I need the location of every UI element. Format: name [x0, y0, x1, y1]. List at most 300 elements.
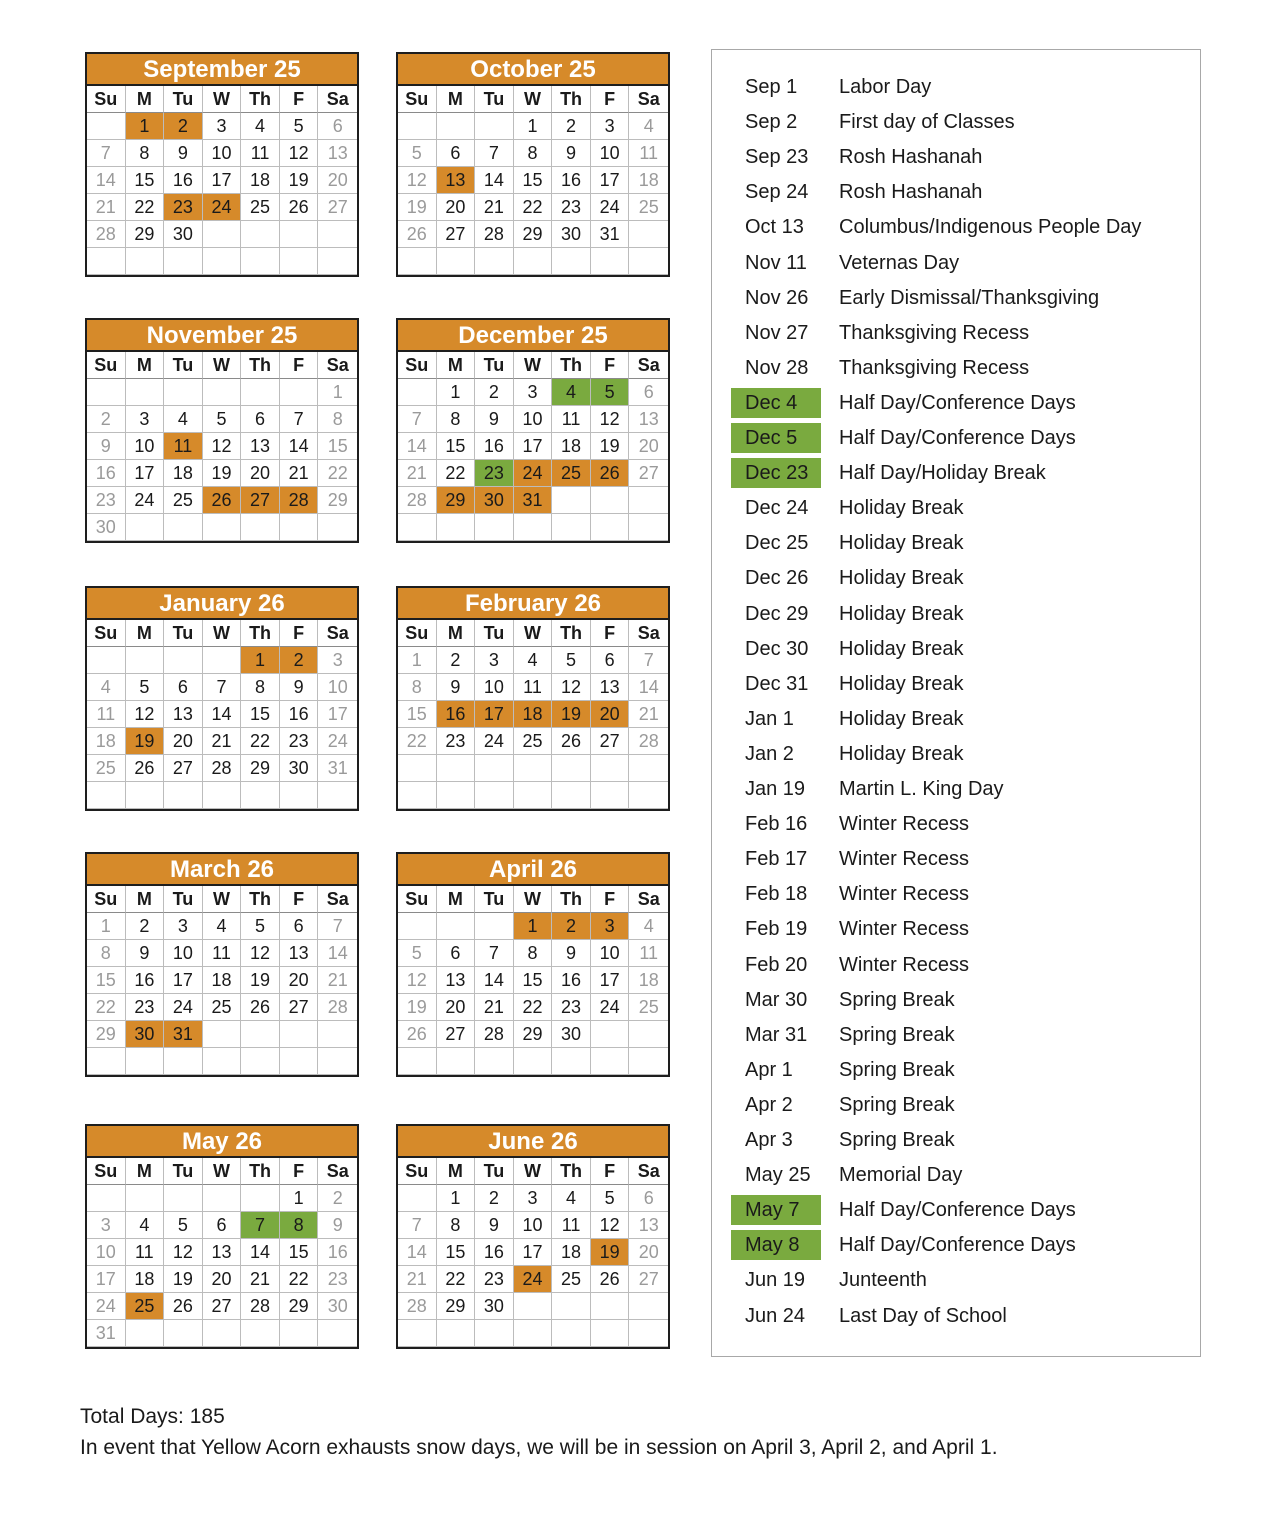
event-name: Spring Break [839, 1093, 955, 1116]
day-cell: 19 [398, 194, 437, 221]
day-cell: 18 [629, 967, 668, 994]
day-cell: 19 [280, 167, 319, 194]
day-cell: 9 [280, 674, 319, 701]
day-cell: 8 [126, 140, 165, 167]
weekday-header: W [203, 620, 242, 647]
day-cell: 24 [591, 994, 630, 1021]
weekday-header: F [591, 620, 630, 647]
day-cell: 4 [126, 1212, 165, 1239]
day-cell: 31 [591, 221, 630, 248]
day-cell: 1 [514, 113, 553, 140]
event-name: Thanksgiving Recess [839, 321, 1030, 344]
day-cell: 14 [398, 433, 437, 460]
day-cell: 12 [591, 406, 630, 433]
month-title: March 26 [87, 854, 357, 886]
empty-day-cell [87, 379, 126, 406]
empty-day-cell [591, 514, 630, 541]
empty-day-cell [126, 248, 165, 275]
day-cell: 27 [318, 194, 357, 221]
empty-day-cell [164, 248, 203, 275]
event-date: Dec 31 [745, 672, 809, 695]
day-cell: 10 [203, 140, 242, 167]
day-cell: 24 [87, 1293, 126, 1320]
weekday-header: Tu [164, 86, 203, 113]
day-cell: 25 [514, 728, 553, 755]
day-cell: 6 [280, 913, 319, 940]
weekday-header: Su [398, 1158, 437, 1185]
weekday-header: Th [552, 86, 591, 113]
empty-day-cell [398, 248, 437, 275]
event-date: Dec 30 [745, 637, 809, 660]
day-cell: 9 [87, 433, 126, 460]
day-cell: 29 [437, 1293, 476, 1320]
day-cell: 13 [203, 1239, 242, 1266]
day-cell: 22 [126, 194, 165, 221]
day-cell: 10 [164, 940, 203, 967]
event-date: Dec 26 [745, 567, 809, 590]
day-cell: 3 [591, 913, 630, 940]
day-cell: 14 [87, 167, 126, 194]
day-cell: 19 [398, 994, 437, 1021]
day-cell: 17 [87, 1266, 126, 1293]
day-cell: 3 [126, 406, 165, 433]
day-cell: 14 [475, 167, 514, 194]
day-cell: 25 [126, 1293, 165, 1320]
day-cell: 4 [552, 1185, 591, 1212]
empty-day-cell [318, 514, 357, 541]
event-name: Last Day of School [839, 1304, 1007, 1327]
day-cell: 26 [203, 487, 242, 514]
weekday-header: Th [241, 886, 280, 913]
month-grid [398, 620, 668, 809]
empty-day-cell [552, 248, 591, 275]
day-cell: 1 [318, 379, 357, 406]
empty-day-cell [318, 782, 357, 809]
event-name: Labor Day [839, 76, 932, 98]
day-cell: 20 [241, 460, 280, 487]
weekday-header: W [514, 620, 553, 647]
empty-day-cell [87, 782, 126, 809]
day-cell: 20 [629, 433, 668, 460]
day-cell: 19 [591, 433, 630, 460]
empty-day-cell [241, 782, 280, 809]
day-cell: 25 [629, 994, 668, 1021]
day-cell: 2 [475, 1185, 514, 1212]
empty-day-cell [437, 782, 476, 809]
weekday-header: M [126, 886, 165, 913]
day-cell: 12 [280, 140, 319, 167]
weekday-header: Th [241, 620, 280, 647]
empty-day-cell [398, 113, 437, 140]
event-name: Winter Recess [839, 848, 970, 871]
weekday-header: W [203, 1158, 242, 1185]
day-cell: 8 [87, 940, 126, 967]
empty-day-cell [87, 248, 126, 275]
empty-day-cell [280, 379, 319, 406]
weekday-header: Sa [318, 886, 357, 913]
event-name: Martin L. King Day [839, 778, 1004, 800]
day-cell: 18 [126, 1266, 165, 1293]
day-cell: 10 [591, 940, 630, 967]
empty-day-cell [514, 1048, 553, 1075]
empty-day-cell [591, 782, 630, 809]
empty-day-cell [126, 514, 165, 541]
day-cell: 14 [318, 940, 357, 967]
day-cell: 16 [87, 460, 126, 487]
day-cell: 5 [552, 647, 591, 674]
day-cell: 4 [629, 113, 668, 140]
day-cell: 16 [552, 967, 591, 994]
empty-day-cell [552, 1320, 591, 1347]
month-calendar [85, 852, 359, 1077]
empty-day-cell [475, 1320, 514, 1347]
day-cell: 30 [552, 221, 591, 248]
day-cell: 3 [591, 113, 630, 140]
event-name: Half Day/Conference Days [839, 1199, 1076, 1222]
weekday-header: F [280, 886, 319, 913]
weekday-header: Su [87, 352, 126, 379]
empty-day-cell [398, 1185, 437, 1212]
day-cell: 18 [203, 967, 242, 994]
day-cell: 19 [241, 967, 280, 994]
day-cell: 2 [318, 1185, 357, 1212]
month-grid [87, 86, 357, 275]
weekday-header: Tu [164, 1158, 203, 1185]
empty-day-cell [87, 647, 126, 674]
day-cell: 27 [437, 221, 476, 248]
day-cell: 2 [552, 113, 591, 140]
weekday-header: W [514, 352, 553, 379]
day-cell: 24 [318, 728, 357, 755]
day-cell: 13 [164, 701, 203, 728]
day-cell: 17 [318, 701, 357, 728]
empty-day-cell [514, 248, 553, 275]
day-cell: 22 [398, 728, 437, 755]
day-cell: 21 [318, 967, 357, 994]
day-cell: 21 [398, 1266, 437, 1293]
event-name: Winter Recess [839, 953, 970, 976]
empty-day-cell [318, 1320, 357, 1347]
day-cell: 28 [475, 221, 514, 248]
day-cell: 11 [203, 940, 242, 967]
day-cell: 31 [514, 487, 553, 514]
month-title: September 25 [87, 54, 357, 86]
empty-day-cell [280, 782, 319, 809]
day-cell: 28 [318, 994, 357, 1021]
weekday-header: Su [87, 886, 126, 913]
day-cell: 2 [280, 647, 319, 674]
day-cell: 20 [318, 167, 357, 194]
day-cell: 6 [629, 379, 668, 406]
day-cell: 29 [318, 487, 357, 514]
event-name: Winter Recess [839, 918, 970, 941]
empty-day-cell [126, 1048, 165, 1075]
weekday-header: Sa [318, 620, 357, 647]
empty-day-cell [87, 113, 126, 140]
day-cell: 26 [280, 194, 319, 221]
day-cell: 24 [203, 194, 242, 221]
day-cell: 1 [280, 1185, 319, 1212]
empty-day-cell [164, 782, 203, 809]
day-cell: 8 [437, 1212, 476, 1239]
day-cell: 21 [203, 728, 242, 755]
weekday-header: M [437, 86, 476, 113]
day-cell: 23 [280, 728, 319, 755]
month-grid [398, 886, 668, 1075]
day-cell: 2 [164, 113, 203, 140]
weekday-header: M [126, 1158, 165, 1185]
day-cell: 23 [87, 487, 126, 514]
day-cell: 4 [629, 913, 668, 940]
event-date: Apr 1 [745, 1058, 793, 1081]
event-name: Winter Recess [839, 813, 970, 836]
day-cell: 13 [591, 674, 630, 701]
day-cell: 15 [318, 433, 357, 460]
day-cell: 11 [552, 1212, 591, 1239]
empty-day-cell [591, 487, 630, 514]
weekday-header: Sa [318, 352, 357, 379]
day-cell: 11 [629, 140, 668, 167]
empty-day-cell [241, 248, 280, 275]
empty-day-cell [591, 1048, 630, 1075]
day-cell: 27 [203, 1293, 242, 1320]
empty-day-cell [203, 1021, 242, 1048]
day-cell: 4 [164, 406, 203, 433]
empty-day-cell [437, 1048, 476, 1075]
month-title: October 25 [398, 54, 668, 86]
day-cell: 21 [629, 701, 668, 728]
day-cell: 27 [437, 1021, 476, 1048]
day-cell: 23 [437, 728, 476, 755]
weekday-header: Tu [475, 86, 514, 113]
event-date: Nov 26 [745, 286, 809, 309]
month-calendar [85, 318, 359, 543]
event-name: Memorial Day [839, 1164, 963, 1187]
day-cell: 17 [203, 167, 242, 194]
month-calendar [85, 1124, 359, 1349]
event-name: Holiday Break [839, 602, 964, 625]
empty-day-cell [398, 514, 437, 541]
day-cell: 3 [164, 913, 203, 940]
empty-day-cell [164, 1320, 203, 1347]
day-cell: 15 [514, 167, 553, 194]
month-calendar [85, 52, 359, 277]
day-cell: 30 [280, 755, 319, 782]
day-cell: 15 [437, 1239, 476, 1266]
day-cell: 25 [241, 194, 280, 221]
empty-day-cell [629, 248, 668, 275]
day-cell: 15 [126, 167, 165, 194]
weekday-header: Sa [318, 1158, 357, 1185]
day-cell: 23 [164, 194, 203, 221]
empty-day-cell [591, 1021, 630, 1048]
day-cell: 6 [591, 647, 630, 674]
event-name: Holiday Break [839, 707, 964, 730]
day-cell: 24 [514, 1266, 553, 1293]
day-cell: 17 [164, 967, 203, 994]
day-cell: 7 [203, 674, 242, 701]
day-cell: 4 [241, 113, 280, 140]
day-cell: 15 [514, 967, 553, 994]
empty-day-cell [126, 782, 165, 809]
empty-day-cell [475, 514, 514, 541]
day-cell: 16 [126, 967, 165, 994]
day-cell: 4 [87, 674, 126, 701]
day-cell: 11 [126, 1239, 165, 1266]
event-date: Feb 19 [745, 918, 808, 941]
empty-day-cell [437, 1320, 476, 1347]
day-cell: 15 [87, 967, 126, 994]
empty-day-cell [203, 647, 242, 674]
weekday-header: M [126, 86, 165, 113]
empty-day-cell [591, 1293, 630, 1320]
day-cell: 29 [280, 1293, 319, 1320]
empty-day-cell [280, 221, 319, 248]
day-cell: 12 [164, 1239, 203, 1266]
day-cell: 16 [280, 701, 319, 728]
weekday-header: Su [87, 1158, 126, 1185]
weekday-header: Su [87, 86, 126, 113]
event-date: Feb 17 [745, 848, 808, 871]
month-title: April 26 [398, 854, 668, 886]
events-legend [711, 49, 1201, 1357]
day-cell: 17 [126, 460, 165, 487]
weekday-header: Sa [629, 352, 668, 379]
day-cell: 2 [475, 379, 514, 406]
month-calendar [396, 52, 670, 277]
day-cell: 31 [87, 1320, 126, 1347]
weekday-header: W [514, 886, 553, 913]
month-grid [398, 1158, 668, 1347]
month-title: May 26 [87, 1126, 357, 1158]
empty-day-cell [437, 113, 476, 140]
empty-day-cell [241, 1048, 280, 1075]
event-name: First day of Classes [839, 111, 1015, 134]
day-cell: 19 [203, 460, 242, 487]
day-cell: 29 [514, 1021, 553, 1048]
event-date: Mar 31 [745, 1023, 808, 1046]
event-date: Jan 1 [745, 707, 794, 730]
empty-day-cell [398, 379, 437, 406]
day-cell: 11 [629, 940, 668, 967]
empty-day-cell [203, 221, 242, 248]
day-cell: 15 [398, 701, 437, 728]
weekday-header: Sa [629, 886, 668, 913]
day-cell: 1 [437, 1185, 476, 1212]
empty-day-cell [629, 1320, 668, 1347]
day-cell: 26 [398, 221, 437, 248]
day-cell: 2 [552, 913, 591, 940]
event-date: May 8 [731, 1230, 821, 1260]
day-cell: 29 [241, 755, 280, 782]
weekday-header: Sa [629, 86, 668, 113]
event-date: Sep 1 [745, 76, 798, 98]
event-date: Sep 24 [745, 181, 809, 204]
day-cell: 9 [437, 674, 476, 701]
weekday-header: Th [552, 886, 591, 913]
day-cell: 22 [437, 1266, 476, 1293]
day-cell: 22 [318, 460, 357, 487]
day-cell: 5 [398, 140, 437, 167]
event-date: Apr 3 [745, 1129, 793, 1151]
day-cell: 13 [318, 140, 357, 167]
day-cell: 19 [552, 701, 591, 728]
event-date: Nov 11 [745, 251, 807, 274]
empty-day-cell [318, 221, 357, 248]
day-cell: 11 [164, 433, 203, 460]
empty-day-cell [475, 248, 514, 275]
day-cell: 3 [514, 1185, 553, 1212]
empty-day-cell [552, 782, 591, 809]
day-cell: 20 [203, 1266, 242, 1293]
weekday-header: Tu [164, 352, 203, 379]
event-date: May 25 [745, 1164, 811, 1187]
event-name: Spring Break [839, 1129, 955, 1151]
weekday-header: Sa [629, 1158, 668, 1185]
empty-day-cell [629, 1048, 668, 1075]
month-calendar [396, 852, 670, 1077]
day-cell: 18 [164, 460, 203, 487]
day-cell: 8 [437, 406, 476, 433]
empty-day-cell [591, 1320, 630, 1347]
day-cell: 2 [126, 913, 165, 940]
empty-day-cell [164, 1185, 203, 1212]
day-cell: 28 [398, 1293, 437, 1320]
day-cell: 25 [203, 994, 242, 1021]
day-cell: 24 [164, 994, 203, 1021]
day-cell: 17 [475, 701, 514, 728]
event-date: Feb 18 [745, 883, 808, 906]
empty-day-cell [241, 1185, 280, 1212]
event-name: Half Day/Conference Days [839, 427, 1076, 449]
month-grid [398, 352, 668, 541]
month-title: December 25 [398, 320, 668, 352]
empty-day-cell [398, 913, 437, 940]
month-title: June 26 [398, 1126, 668, 1158]
empty-day-cell [318, 248, 357, 275]
empty-day-cell [437, 755, 476, 782]
empty-day-cell [398, 755, 437, 782]
weekday-header: Sa [629, 620, 668, 647]
day-cell: 14 [629, 674, 668, 701]
day-cell: 18 [552, 433, 591, 460]
day-cell: 23 [552, 994, 591, 1021]
day-cell: 29 [87, 1021, 126, 1048]
day-cell: 5 [398, 940, 437, 967]
day-cell: 10 [87, 1239, 126, 1266]
day-cell: 9 [552, 140, 591, 167]
day-cell: 17 [514, 1239, 553, 1266]
empty-day-cell [280, 1021, 319, 1048]
event-name: Spring Break [839, 1023, 955, 1046]
day-cell: 22 [437, 460, 476, 487]
day-cell: 7 [280, 406, 319, 433]
empty-day-cell [398, 1048, 437, 1075]
day-cell: 4 [203, 913, 242, 940]
month-calendar [396, 1124, 670, 1349]
event-name: Holiday Break [839, 742, 964, 765]
day-cell: 7 [475, 940, 514, 967]
day-cell: 21 [475, 194, 514, 221]
day-cell: 5 [203, 406, 242, 433]
day-cell: 26 [164, 1293, 203, 1320]
event-name: Winter Recess [839, 883, 970, 906]
day-cell: 6 [629, 1185, 668, 1212]
empty-day-cell [280, 514, 319, 541]
day-cell: 20 [629, 1239, 668, 1266]
weekday-header: Tu [475, 886, 514, 913]
empty-day-cell [514, 782, 553, 809]
